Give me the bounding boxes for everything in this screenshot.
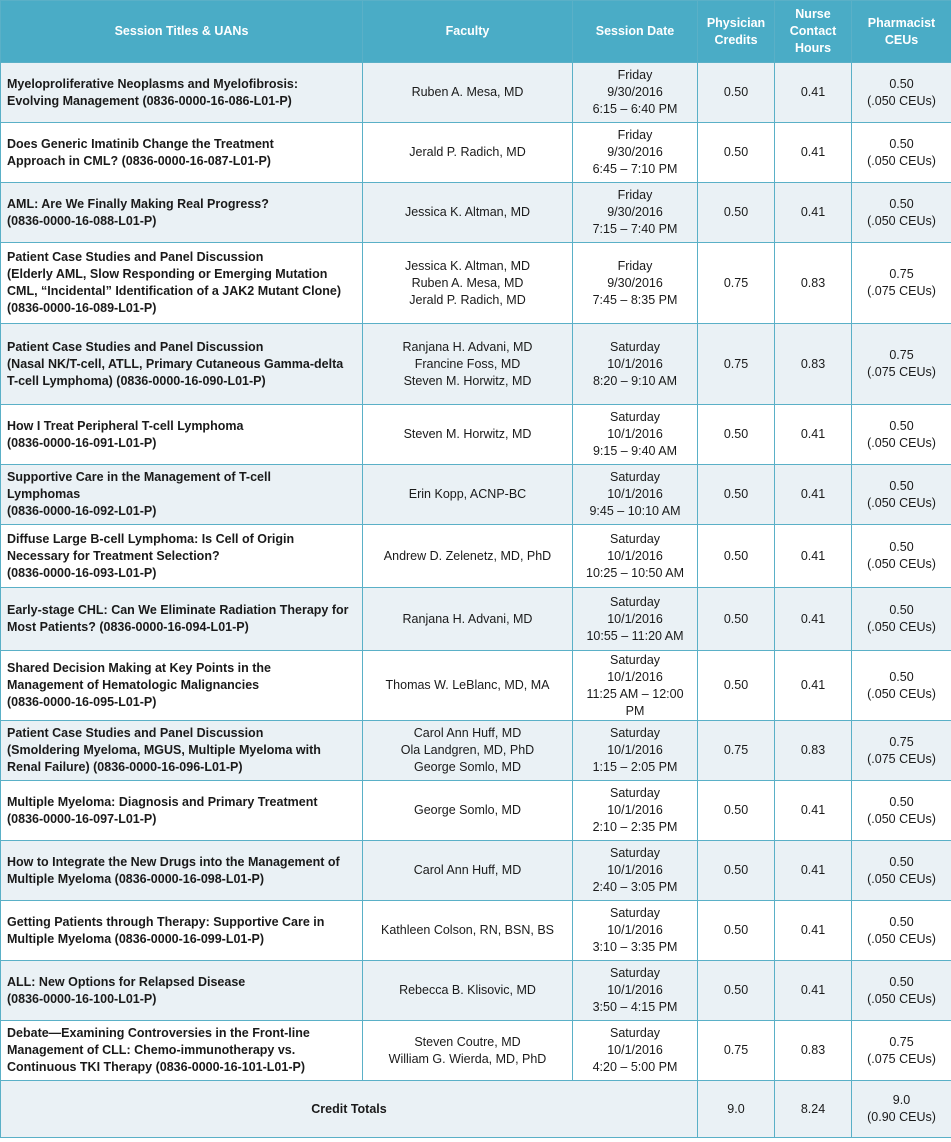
pharmacist-ceus xyxy=(852,324,951,405)
nurse-contact-hours: 0.41 xyxy=(775,651,852,721)
faculty-cell xyxy=(363,901,573,961)
physician-credits: 0.50 xyxy=(698,901,775,961)
session-title xyxy=(1,465,363,525)
faculty-cell xyxy=(363,961,573,1021)
faculty-cell-line: Erin Kopp, ACNP-BC xyxy=(408,487,527,501)
session-date-line: 9:15 – 9:40 AM xyxy=(592,444,678,458)
session-title-line: Approach in CML? (0836-0000-16-087-L01-P) xyxy=(7,153,271,168)
session-date-line: Saturday xyxy=(609,966,661,980)
session-date-line: 7:45 – 8:35 PM xyxy=(592,292,678,307)
header-pharmacist-ceus: Pharmacist CEUs xyxy=(852,1,951,63)
session-title xyxy=(1,525,363,588)
session-date-line: Saturday xyxy=(609,726,661,740)
nurse-contact-hours: 0.83 xyxy=(775,324,852,405)
session-date-line: Saturday xyxy=(609,410,661,424)
session-title-line: Shared Decision Making at Key Points in the xyxy=(7,661,271,675)
pharmacist-ceus-line: (.050 CEUs) xyxy=(867,991,936,1006)
session-date-line: 2:10 – 2:35 PM xyxy=(592,820,678,834)
session-date xyxy=(573,651,698,721)
faculty-cell xyxy=(363,1021,573,1081)
session-title xyxy=(1,901,363,961)
session-title-line: (0836-0000-16-095-L01-P) xyxy=(7,695,157,709)
session-date-line: 7:15 – 7:40 PM xyxy=(592,222,678,236)
nurse-contact-hours: 0.41 xyxy=(775,588,852,651)
header-session-titles: Session Titles & UANs xyxy=(1,1,363,63)
session-date-line: 9/30/2016 xyxy=(607,275,663,290)
credit-totals-row xyxy=(1,1081,951,1138)
pharmacist-ceus-line: (.050 CEUs) xyxy=(867,557,936,571)
session-date-line: Saturday xyxy=(609,652,661,667)
pharmacist-ceus xyxy=(852,525,951,588)
faculty-cell xyxy=(363,465,573,525)
physician-credits: 0.50 xyxy=(698,961,775,1021)
session-title-line: T-cell Lymphoma) (0836-0000-16-090-L01-P) xyxy=(7,373,266,388)
session-title-line: (0836-0000-16-092-L01-P) xyxy=(7,504,157,518)
faculty-cell xyxy=(363,841,573,901)
faculty-cell-line: Carol Ann Huff, MD xyxy=(413,863,522,877)
session-date-line: 6:45 – 7:10 PM xyxy=(592,162,678,176)
physician-credits: 0.50 xyxy=(698,123,775,183)
session-title-line: ALL: New Options for Relapsed Disease xyxy=(7,974,246,989)
session-date-line: 4:20 – 5:00 PM xyxy=(592,1060,678,1074)
faculty-cell-line: Rebecca B. Klisovic, MD xyxy=(399,983,536,997)
session-date xyxy=(573,465,698,525)
pharmacist-ceus-line: 0.75 xyxy=(889,734,914,749)
physician-credits: 0.50 xyxy=(698,588,775,651)
pharmacist-ceus-line: (.075 CEUs) xyxy=(867,1051,936,1066)
session-title-line: (Smoldering Myeloma, MGUS, Multiple Myeloma with xyxy=(7,743,321,757)
session-date-line: Saturday xyxy=(609,846,661,860)
pharmacist-ceus-line: 0.75 xyxy=(889,267,914,281)
session-date-line: 10:55 – 11:20 AM xyxy=(586,628,684,643)
nurse-contact-hours: 0.41 xyxy=(775,781,852,841)
session-title-line: Getting Patients through Therapy: Supportive Care in xyxy=(7,914,325,929)
session-title-line: Does Generic Imatinib Change the Treatment xyxy=(7,136,274,151)
session-title xyxy=(1,243,363,324)
physician-credits: 0.75 xyxy=(698,721,775,781)
session-title-line: Patient Case Studies and Panel Discussion xyxy=(7,339,264,354)
faculty-cell xyxy=(363,781,573,841)
pharmacist-ceus-line: 0.75 xyxy=(889,348,914,362)
session-date xyxy=(573,961,698,1021)
faculty-cell-line: Steven Coutre, MD xyxy=(414,1034,521,1049)
session-title-line: Multiple Myeloma (0836-0000-16-098-L01-P) xyxy=(7,871,265,886)
nurse-contact-hours: 0.41 xyxy=(775,123,852,183)
pharmacist-ceus xyxy=(852,405,951,465)
pharmacist-ceus xyxy=(852,243,951,324)
table-row xyxy=(1,1021,951,1081)
table-row xyxy=(1,721,951,781)
session-date-line: Friday xyxy=(617,68,653,82)
faculty-cell-line: Jerald P. Radich, MD xyxy=(409,145,526,159)
session-date-line: 10/1/2016 xyxy=(607,803,663,817)
session-date-line: 3:50 – 4:15 PM xyxy=(592,1000,678,1014)
table-row xyxy=(1,405,951,465)
faculty-cell xyxy=(363,63,573,123)
session-date-line: Friday xyxy=(617,258,653,273)
session-date xyxy=(573,324,698,405)
credit-totals-label: Credit Totals xyxy=(1,1081,698,1138)
header-nurse-contact-hours: Nurse Contact Hours xyxy=(775,1,852,63)
session-title xyxy=(1,651,363,721)
faculty-cell xyxy=(363,525,573,588)
faculty-cell-line: Ruben A. Mesa, MD xyxy=(411,275,524,290)
faculty-cell-line: George Somlo, MD xyxy=(414,760,521,774)
pharmacist-ceus-line: 0.50 xyxy=(889,76,914,91)
session-date-line: Saturday xyxy=(609,906,661,920)
session-title-line: (Nasal NK/T-cell, ATLL, Primary Cutaneous Gamma-delta xyxy=(7,356,344,371)
session-title-line: Most Patients? (0836-0000-16-094-L01-P) xyxy=(7,620,249,634)
pharmacist-ceus xyxy=(852,465,951,525)
pharmacist-ceus-line: (.075 CEUs) xyxy=(867,751,936,766)
session-date-line: 9/30/2016 xyxy=(607,85,663,99)
session-date-line: Saturday xyxy=(609,1026,661,1040)
pharmacist-ceus xyxy=(852,1021,951,1081)
session-date-line: 9:45 – 10:10 AM xyxy=(589,504,681,518)
faculty-cell xyxy=(363,243,573,324)
pharmacist-ceus xyxy=(852,588,951,651)
session-date-line: 10/1/2016 xyxy=(607,743,663,757)
faculty-cell-line: George Somlo, MD xyxy=(414,803,521,817)
session-date xyxy=(573,123,698,183)
session-title xyxy=(1,841,363,901)
session-title-line: (0836-0000-16-100-L01-P) xyxy=(7,991,157,1006)
nurse-contact-hours: 0.41 xyxy=(775,525,852,588)
session-date-line: 9/30/2016 xyxy=(607,205,663,219)
session-date-line: Saturday xyxy=(609,594,661,609)
pharmacist-ceus-line: 0.50 xyxy=(889,540,914,554)
session-title xyxy=(1,588,363,651)
session-title-line: (0836-0000-16-091-L01-P) xyxy=(7,435,157,450)
faculty-cell xyxy=(363,651,573,721)
session-title-line: (Elderly AML, Slow Responding or Emerging Mutation xyxy=(7,267,328,281)
session-title-line: Patient Case Studies and Panel Discussion xyxy=(7,726,264,740)
session-title xyxy=(1,324,363,405)
table-row xyxy=(1,588,951,651)
faculty-cell xyxy=(363,588,573,651)
session-date xyxy=(573,721,698,781)
session-title xyxy=(1,63,363,123)
session-date-line: 10/1/2016 xyxy=(607,863,663,877)
pharmacist-ceus-line: 0.50 xyxy=(889,974,914,989)
pharmacist-ceus xyxy=(852,781,951,841)
faculty-cell xyxy=(363,324,573,405)
pharmacist-ceus-line: 0.75 xyxy=(889,1034,914,1049)
session-title-line: Multiple Myeloma (0836-0000-16-099-L01-P) xyxy=(7,931,265,946)
pharmacist-ceus xyxy=(852,123,951,183)
physician-credits: 0.75 xyxy=(698,324,775,405)
session-title xyxy=(1,781,363,841)
table-row xyxy=(1,123,951,183)
pharmacist-ceus xyxy=(852,841,951,901)
faculty-cell-line: Thomas W. LeBlanc, MD, MA xyxy=(385,678,550,692)
session-date-line: 8:20 – 9:10 AM xyxy=(592,373,678,388)
faculty-cell-line: Ranjana H. Advani, MD xyxy=(402,611,533,626)
faculty-cell-line: Andrew D. Zelenetz, MD, PhD xyxy=(383,548,552,563)
session-title-line: How I Treat Peripheral T-cell Lymphoma xyxy=(7,418,244,433)
session-title-line: Evolving Management (0836-0000-16-086-L01-P) xyxy=(7,93,292,108)
faculty-cell-line: Carol Ann Huff, MD xyxy=(413,726,522,740)
session-date-line: Saturday xyxy=(609,786,661,800)
table-row xyxy=(1,781,951,841)
pharmacist-ceus-line: 0.50 xyxy=(889,854,914,869)
session-date-line: 10/1/2016 xyxy=(607,983,663,997)
pharmacist-ceus-line: 0.50 xyxy=(889,603,914,617)
session-title-line: CML, “Incidental” Identification of a JAK2 Mutant Clone) xyxy=(7,284,342,298)
session-title-line: Multiple Myeloma: Diagnosis and Primary Treatment xyxy=(7,794,318,809)
session-date xyxy=(573,525,698,588)
physician-credits: 0.50 xyxy=(698,841,775,901)
nurse-contact-hours: 0.41 xyxy=(775,961,852,1021)
pharmacist-ceus-line: 0.50 xyxy=(889,914,914,929)
faculty-cell xyxy=(363,123,573,183)
physician-credits: 0.50 xyxy=(698,651,775,721)
session-date-line: 10/1/2016 xyxy=(607,487,663,501)
session-title-line: (0836-0000-16-088-L01-P) xyxy=(7,213,157,228)
session-date xyxy=(573,63,698,123)
session-title-line: Necessary for Treatment Selection? xyxy=(7,548,220,563)
pharmacist-ceus-line: (.050 CEUs) xyxy=(867,213,936,228)
nurse-contact-hours: 0.83 xyxy=(775,721,852,781)
faculty-cell-line: Steven M. Horwitz, MD xyxy=(403,373,532,388)
pharmacist-ceus-line: 0.50 xyxy=(889,418,914,433)
pharmacist-ceus-line: (.075 CEUs) xyxy=(867,284,936,298)
faculty-cell-line: Jessica K. Altman, MD xyxy=(404,258,531,273)
session-date-line: 10/1/2016 xyxy=(607,356,663,371)
pharmacist-ceus xyxy=(852,901,951,961)
faculty-cell-line: Francine Foss, MD xyxy=(414,356,521,371)
table-row xyxy=(1,525,951,588)
session-date-line: Saturday xyxy=(609,470,661,484)
physician-credits: 0.50 xyxy=(698,465,775,525)
session-title-line: (0836-0000-16-097-L01-P) xyxy=(7,811,157,826)
session-date xyxy=(573,901,698,961)
session-title xyxy=(1,183,363,243)
physician-credits: 0.50 xyxy=(698,405,775,465)
session-date-line: 3:10 – 3:35 PM xyxy=(592,940,678,954)
session-title-line: (0836-0000-16-093-L01-P) xyxy=(7,565,157,580)
faculty-cell-line: Kathleen Colson, RN, BSN, BS xyxy=(381,923,554,937)
table-row xyxy=(1,243,951,324)
session-date-line: PM xyxy=(625,703,645,718)
pharmacist-ceus-line: (.050 CEUs) xyxy=(867,495,936,510)
session-title-line: (0836-0000-16-089-L01-P) xyxy=(7,301,157,315)
pharmacist-ceus xyxy=(852,183,951,243)
nurse-contact-hours: 0.83 xyxy=(775,243,852,324)
session-title-line: Management of Hematologic Malignancies xyxy=(7,678,260,692)
faculty-cell-line: Jerald P. Radich, MD xyxy=(409,292,526,307)
session-title-line: Patient Case Studies and Panel Discussion xyxy=(7,250,264,264)
session-title-line: Supportive Care in the Management of T-cell xyxy=(7,470,271,484)
session-date-line: Saturday xyxy=(609,531,661,546)
session-date-line: 11:25 AM – 12:00 xyxy=(586,686,684,701)
session-date-line: 10/1/2016 xyxy=(607,427,663,441)
session-title-line: Early-stage CHL: Can We Eliminate Radiation Therapy for xyxy=(7,603,349,617)
session-title-line: Lymphomas xyxy=(7,487,81,501)
nurse-contact-hours: 0.41 xyxy=(775,901,852,961)
session-date xyxy=(573,841,698,901)
session-title-line: Myeloproliferative Neoplasms and Myelofibrosis: xyxy=(7,76,299,91)
pharmacist-ceus-line: 0.50 xyxy=(889,794,914,809)
pharmacist-ceus-line: 0.50 xyxy=(889,136,914,151)
table-row xyxy=(1,841,951,901)
faculty-cell-line: Ranjana H. Advani, MD xyxy=(402,339,533,354)
physician-credits: 0.50 xyxy=(698,781,775,841)
nurse-contact-hours: 0.41 xyxy=(775,63,852,123)
faculty-cell-line: Ola Landgren, MD, PhD xyxy=(400,743,535,757)
session-date-line: 10/1/2016 xyxy=(607,669,663,684)
pharmacist-ceus-line: (.050 CEUs) xyxy=(867,435,936,450)
session-title xyxy=(1,721,363,781)
table-row xyxy=(1,961,951,1021)
pharmacist-ceus-line: 0.50 xyxy=(889,196,914,211)
nurse-contact-hours: 0.41 xyxy=(775,183,852,243)
physician-credits: 0.50 xyxy=(698,183,775,243)
session-date-line: 10/1/2016 xyxy=(607,1043,663,1057)
table-row xyxy=(1,901,951,961)
physician-credits: 0.50 xyxy=(698,63,775,123)
session-title xyxy=(1,405,363,465)
pharmacist-ceus-line: (.050 CEUs) xyxy=(867,620,936,634)
total-physician-credits: 9.0 xyxy=(698,1081,775,1138)
nurse-contact-hours: 0.41 xyxy=(775,841,852,901)
session-title xyxy=(1,961,363,1021)
table-row xyxy=(1,465,951,525)
physician-credits: 0.75 xyxy=(698,1021,775,1081)
pharmacist-ceus-line: (.050 CEUs) xyxy=(867,153,936,168)
session-title-line: AML: Are We Finally Making Real Progress? xyxy=(7,196,269,211)
pharmacist-ceus-line: (.050 CEUs) xyxy=(867,871,936,886)
session-title-line: How to Integrate the New Drugs into the Management of xyxy=(7,854,340,869)
pharmacist-ceus xyxy=(852,651,951,721)
header-faculty: Faculty xyxy=(363,1,573,63)
nurse-contact-hours: 0.41 xyxy=(775,465,852,525)
session-title-line: Debate—Examining Controversies in the Front-line xyxy=(7,1026,310,1040)
session-date xyxy=(573,405,698,465)
pharmacist-ceus-line: 0.50 xyxy=(889,669,914,684)
session-date xyxy=(573,1021,698,1081)
session-title xyxy=(1,123,363,183)
session-title-line: Management of CLL: Chemo-immunotherapy vs. xyxy=(7,1043,296,1057)
session-date-line: 1:15 – 2:05 PM xyxy=(592,760,678,774)
session-date xyxy=(573,588,698,651)
session-date-line: 10/1/2016 xyxy=(607,611,663,626)
session-date-line: 10/1/2016 xyxy=(607,923,663,937)
header-physician-credits: Physician Credits xyxy=(698,1,775,63)
session-date-line: Saturday xyxy=(609,339,661,354)
session-title-line: Renal Failure) (0836-0000-16-096-L01-P) xyxy=(7,760,243,774)
faculty-cell xyxy=(363,405,573,465)
faculty-cell xyxy=(363,721,573,781)
physician-credits: 0.50 xyxy=(698,525,775,588)
pharmacist-ceus xyxy=(852,721,951,781)
pharmacist-ceus-line: (.075 CEUs) xyxy=(867,365,936,379)
faculty-cell xyxy=(363,183,573,243)
faculty-cell-line: Jessica K. Altman, MD xyxy=(404,205,531,219)
session-date-line: Friday xyxy=(617,188,653,202)
table-row xyxy=(1,183,951,243)
header-session-date: Session Date xyxy=(573,1,698,63)
session-title xyxy=(1,1021,363,1081)
pharmacist-ceus-line: (.050 CEUs) xyxy=(867,686,936,701)
session-date-line: 10:25 – 10:50 AM xyxy=(586,565,684,580)
faculty-cell-line: Steven M. Horwitz, MD xyxy=(403,427,532,441)
pharmacist-ceus xyxy=(852,63,951,123)
session-date xyxy=(573,781,698,841)
physician-credits: 0.75 xyxy=(698,243,775,324)
pharmacist-ceus-line: (.050 CEUs) xyxy=(867,93,936,108)
header-row xyxy=(1,1,951,63)
nurse-contact-hours: 0.83 xyxy=(775,1021,852,1081)
session-title-line: Diffuse Large B-cell Lymphoma: Is Cell of Origin xyxy=(7,531,295,546)
total-nurse-hours: 8.24 xyxy=(775,1081,852,1138)
session-title-line: Continuous TKI Therapy (0836-0000-16-101-L01-P) xyxy=(7,1060,305,1074)
faculty-cell-line: Ruben A. Mesa, MD xyxy=(411,85,524,99)
total-pharmacist-ceus: 9.0 (0.90 CEUs) xyxy=(852,1081,951,1138)
session-date-line: Friday xyxy=(617,128,653,142)
pharmacist-ceus-line: (.050 CEUs) xyxy=(867,931,936,946)
session-date xyxy=(573,243,698,324)
table-row xyxy=(1,63,951,123)
table-row xyxy=(1,651,951,721)
pharmacist-ceus xyxy=(852,961,951,1021)
session-date-line: 6:15 – 6:40 PM xyxy=(592,102,678,116)
session-date xyxy=(573,183,698,243)
nurse-contact-hours: 0.41 xyxy=(775,405,852,465)
session-date-line: 2:40 – 3:05 PM xyxy=(592,880,678,894)
faculty-cell-line: William G. Wierda, MD, PhD xyxy=(388,1051,547,1066)
session-date-line: 10/1/2016 xyxy=(607,548,663,563)
pharmacist-ceus-line: 0.50 xyxy=(889,478,914,493)
pharmacist-ceus-line: (.050 CEUs) xyxy=(867,811,936,826)
session-date-line: 9/30/2016 xyxy=(607,145,663,159)
table-row xyxy=(1,324,951,405)
